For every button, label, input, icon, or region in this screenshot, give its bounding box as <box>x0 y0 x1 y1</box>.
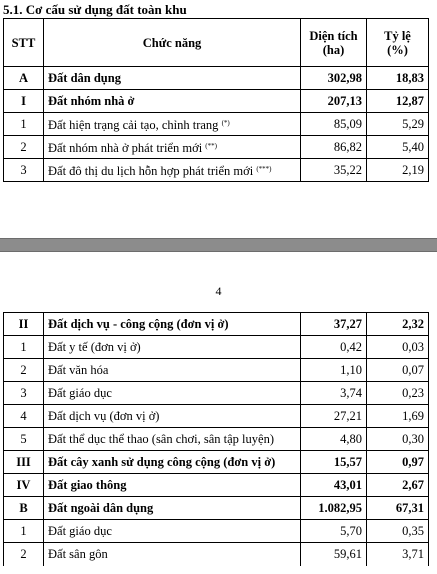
cell-area: 35,22 <box>301 159 367 182</box>
table-header-row <box>4 19 429 67</box>
cell-stt: 1 <box>4 520 44 543</box>
cell-stt: 5 <box>4 428 44 451</box>
cell-area: 5,70 <box>301 520 367 543</box>
cell-area: 4,80 <box>301 428 367 451</box>
cell-ratio: 0,35 <box>367 520 429 543</box>
cell-ratio: 5,40 <box>367 136 429 159</box>
table-row <box>4 451 429 474</box>
table-row <box>4 382 429 405</box>
cell-stt: 3 <box>4 382 44 405</box>
cell-function: Đất dịch vụ - công cộng (đơn vị ở) <box>44 313 301 336</box>
header-function: Chức năng <box>44 19 301 67</box>
table-row <box>4 159 429 182</box>
table-row <box>4 428 429 451</box>
cell-function: Đất dân dụng <box>44 67 301 90</box>
land-use-table-top <box>3 18 429 182</box>
cell-ratio: 0,30 <box>367 428 429 451</box>
cell-area: 1.082,95 <box>301 497 367 520</box>
cell-stt: A <box>4 67 44 90</box>
cell-area: 86,82 <box>301 136 367 159</box>
table-row <box>4 90 429 113</box>
cell-ratio: 67,31 <box>367 497 429 520</box>
cell-ratio: 18,83 <box>367 67 429 90</box>
cell-ratio: 1,69 <box>367 405 429 428</box>
cell-function: Đất dịch vụ (đơn vị ở) <box>44 405 301 428</box>
table-row <box>4 543 429 566</box>
cell-area: 37,27 <box>301 313 367 336</box>
cell-stt: II <box>4 313 44 336</box>
cell-area: 0,42 <box>301 336 367 359</box>
cell-area: 302,98 <box>301 67 367 90</box>
cell-stt: I <box>4 90 44 113</box>
cell-stt: III <box>4 451 44 474</box>
cell-stt: 2 <box>4 543 44 566</box>
header-stt: STT <box>4 19 44 67</box>
cell-ratio: 0,97 <box>367 451 429 474</box>
cell-stt: 3 <box>4 159 44 182</box>
cell-area: 43,01 <box>301 474 367 497</box>
cell-stt: 1 <box>4 336 44 359</box>
footnote-marker: (**) <box>205 142 217 150</box>
cell-ratio: 5,29 <box>367 113 429 136</box>
table-row <box>4 474 429 497</box>
cell-function: Đất cây xanh sử dụng công cộng (đơn vị ở) <box>44 451 301 474</box>
section-title: 5.1. Cơ cấu sử dụng đất toàn khu <box>3 2 187 17</box>
cell-area: 27,21 <box>301 405 367 428</box>
table-row <box>4 313 429 336</box>
cell-function: Đất đô thị du lịch hỗn hợp phát triển mới (***) <box>44 159 301 182</box>
cell-ratio: 0,07 <box>367 359 429 382</box>
cell-function: Đất ngoài dân dụng <box>44 497 301 520</box>
cell-stt: B <box>4 497 44 520</box>
table-row <box>4 359 429 382</box>
table-row <box>4 405 429 428</box>
cell-function: Đất hiện trạng cải tạo, chỉnh trang (*) <box>44 113 301 136</box>
cell-function: Đất sân gôn <box>44 543 301 566</box>
cell-area: 59,61 <box>301 543 367 566</box>
cell-ratio: 2,67 <box>367 474 429 497</box>
cell-function: Đất văn hóa <box>44 359 301 382</box>
header-area: Diện tích (ha) <box>301 19 367 67</box>
page-number: 4 <box>215 284 222 298</box>
cell-stt: 4 <box>4 405 44 428</box>
cell-ratio: 3,71 <box>367 543 429 566</box>
table-row <box>4 113 429 136</box>
cell-ratio: 0,23 <box>367 382 429 405</box>
cell-stt: IV <box>4 474 44 497</box>
cell-ratio: 0,03 <box>367 336 429 359</box>
cell-function: Đất giáo dục <box>44 382 301 405</box>
cell-ratio: 2,32 <box>367 313 429 336</box>
cell-function: Đất giáo dục <box>44 520 301 543</box>
cell-function: Đất nhóm nhà ở phát triển mới (**) <box>44 136 301 159</box>
table-row <box>4 136 429 159</box>
cell-stt: 1 <box>4 113 44 136</box>
table-row <box>4 336 429 359</box>
table-row <box>4 67 429 90</box>
table-row <box>4 520 429 543</box>
cell-area: 1,10 <box>301 359 367 382</box>
cell-function: Đất nhóm nhà ở <box>44 90 301 113</box>
table-row <box>4 497 429 520</box>
land-use-table-bottom <box>3 312 429 566</box>
cell-ratio: 2,19 <box>367 159 429 182</box>
page-break <box>0 238 437 252</box>
footnote-marker: (***) <box>256 165 272 173</box>
cell-function: Đất y tế (đơn vị ở) <box>44 336 301 359</box>
footnote-marker: (*) <box>221 119 230 127</box>
cell-function: Đất thể dục thể thao (sân chơi, sân tập luyện) <box>44 428 301 451</box>
cell-ratio: 12,87 <box>367 90 429 113</box>
cell-area: 3,74 <box>301 382 367 405</box>
cell-area: 207,13 <box>301 90 367 113</box>
header-ratio: Tỷ lệ (%) <box>367 19 429 67</box>
cell-area: 85,09 <box>301 113 367 136</box>
cell-area: 15,57 <box>301 451 367 474</box>
cell-function: Đất giao thông <box>44 474 301 497</box>
cell-stt: 2 <box>4 359 44 382</box>
cell-stt: 2 <box>4 136 44 159</box>
